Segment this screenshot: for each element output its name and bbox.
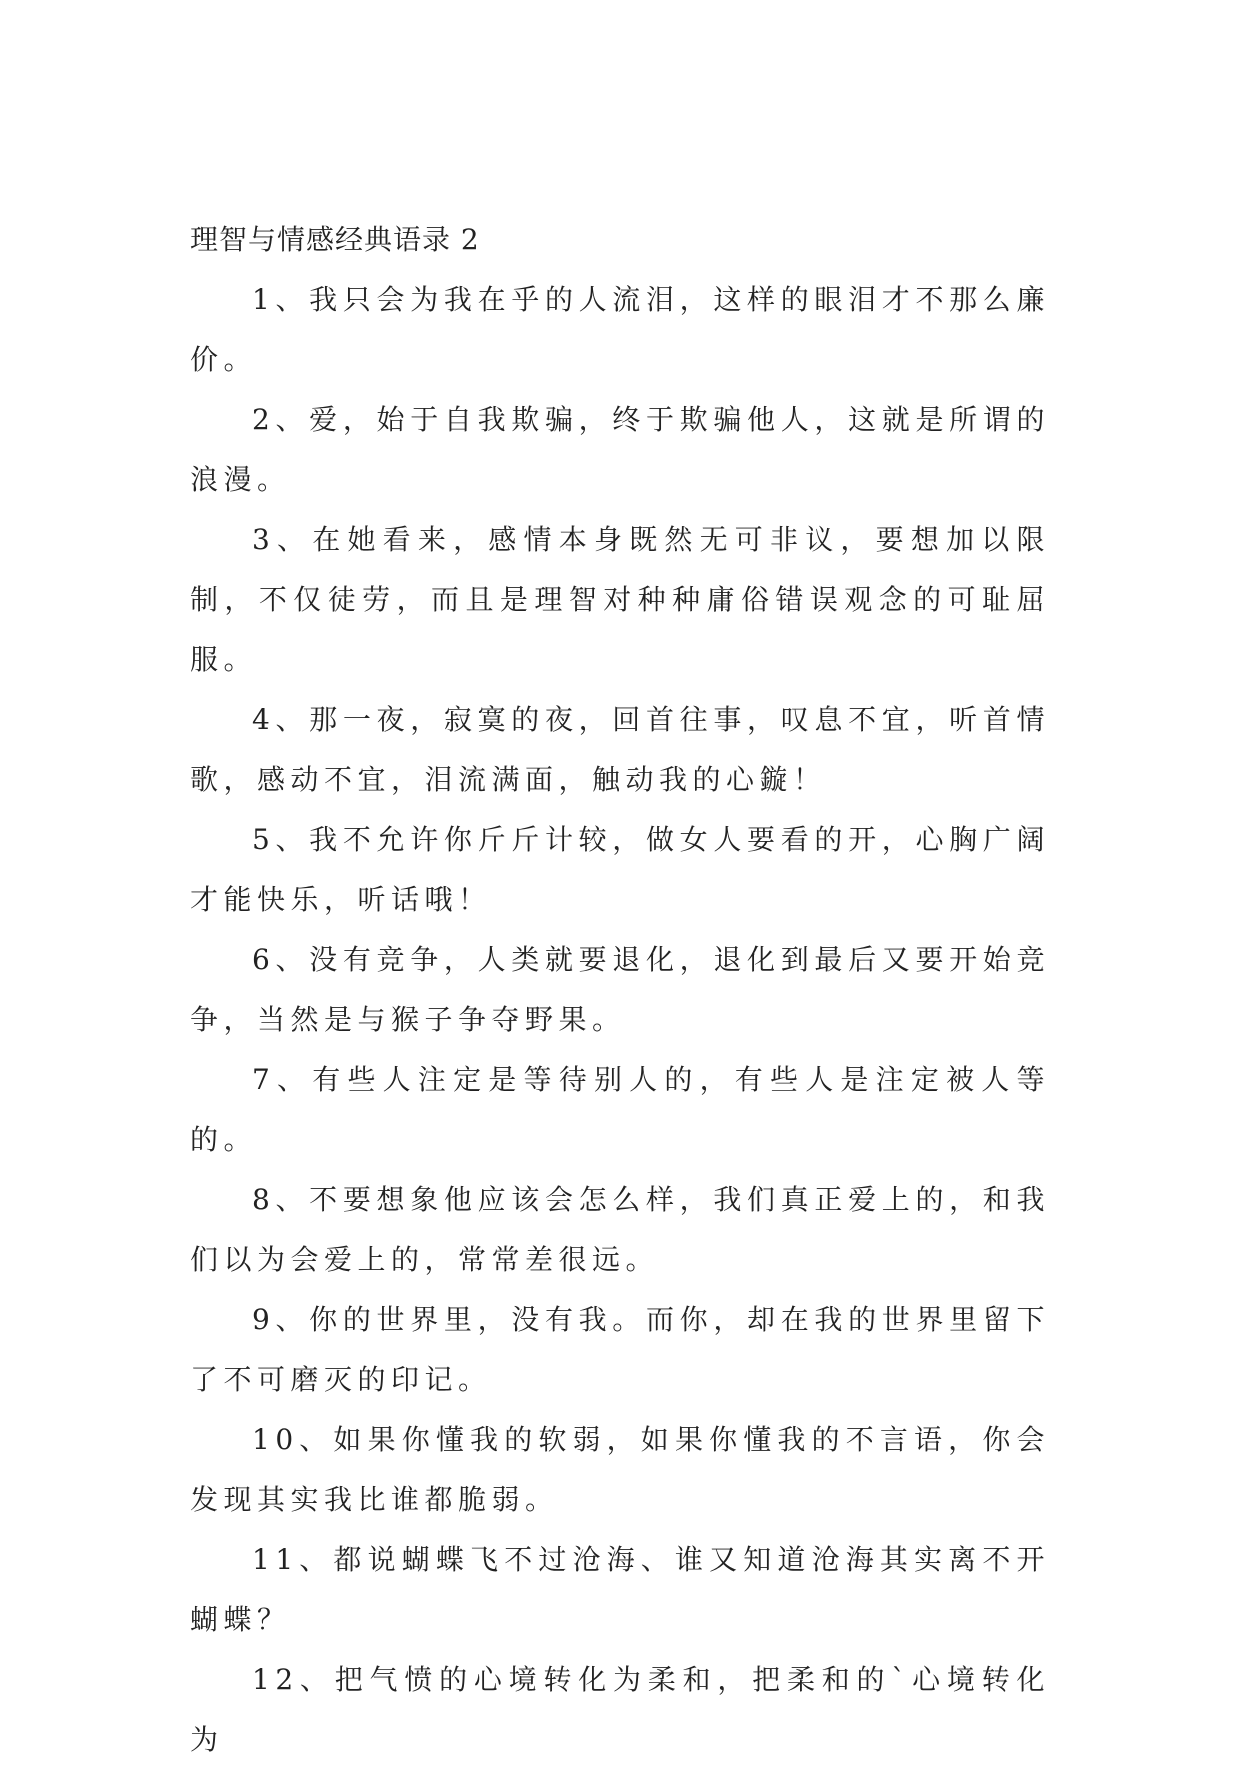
quote-paragraph-6: 6、没有竞争，人类就要退化，退化到最后又要开始竞争，当然是与猴子争夺野果。 <box>190 943 1050 1036</box>
quote-paragraph-11: 11、都说蝴蝶飞不过沧海、谁又知道沧海其实离不开蝴蝶？ <box>190 1543 1050 1636</box>
document-body <box>190 210 1050 1770</box>
quote-paragraph-12: 12、把气愤的心境转化为柔和，把柔和的`心境转化为 <box>190 1663 1050 1756</box>
quote-paragraph-2: 2、爱，始于自我欺骗，终于欺骗他人，这就是所谓的浪漫。 <box>190 403 1050 496</box>
quote-paragraph-4: 4、那一夜，寂寞的夜，回首往事，叹息不宜，听首情歌，感动不宜，泪流满面，触动我的心鏇！ <box>190 703 1050 796</box>
quote-paragraph-7: 7、有些人注定是等待别人的，有些人是注定被人等的。 <box>190 1063 1050 1156</box>
quote-paragraph-10: 10、如果你懂我的软弱，如果你懂我的不言语，你会发现其实我比谁都脆弱。 <box>190 1423 1050 1516</box>
quote-paragraph-9: 9、你的世界里，没有我。而你，却在我的世界里留下了不可磨灭的印记。 <box>190 1303 1050 1396</box>
document-title: 理智与情感经典语录 2 <box>190 223 480 256</box>
quote-paragraph-8: 8、不要想象他应该会怎么样，我们真正爱上的，和我们以为会爱上的，常常差很远。 <box>190 1183 1050 1276</box>
quote-paragraph-3: 3、在她看来，感情本身既然无可非议，要想加以限制，不仅徒劳，而且是理智对种种庸俗错误观念的可耻屈服。 <box>190 523 1050 676</box>
quote-paragraph-1: 1、我只会为我在乎的人流泪，这样的眼泪才不那么廉价。 <box>190 283 1050 376</box>
quote-paragraph-5: 5、我不允许你斤斤计较，做女人要看的开，心胸广阔才能快乐，听话哦！ <box>190 823 1050 916</box>
